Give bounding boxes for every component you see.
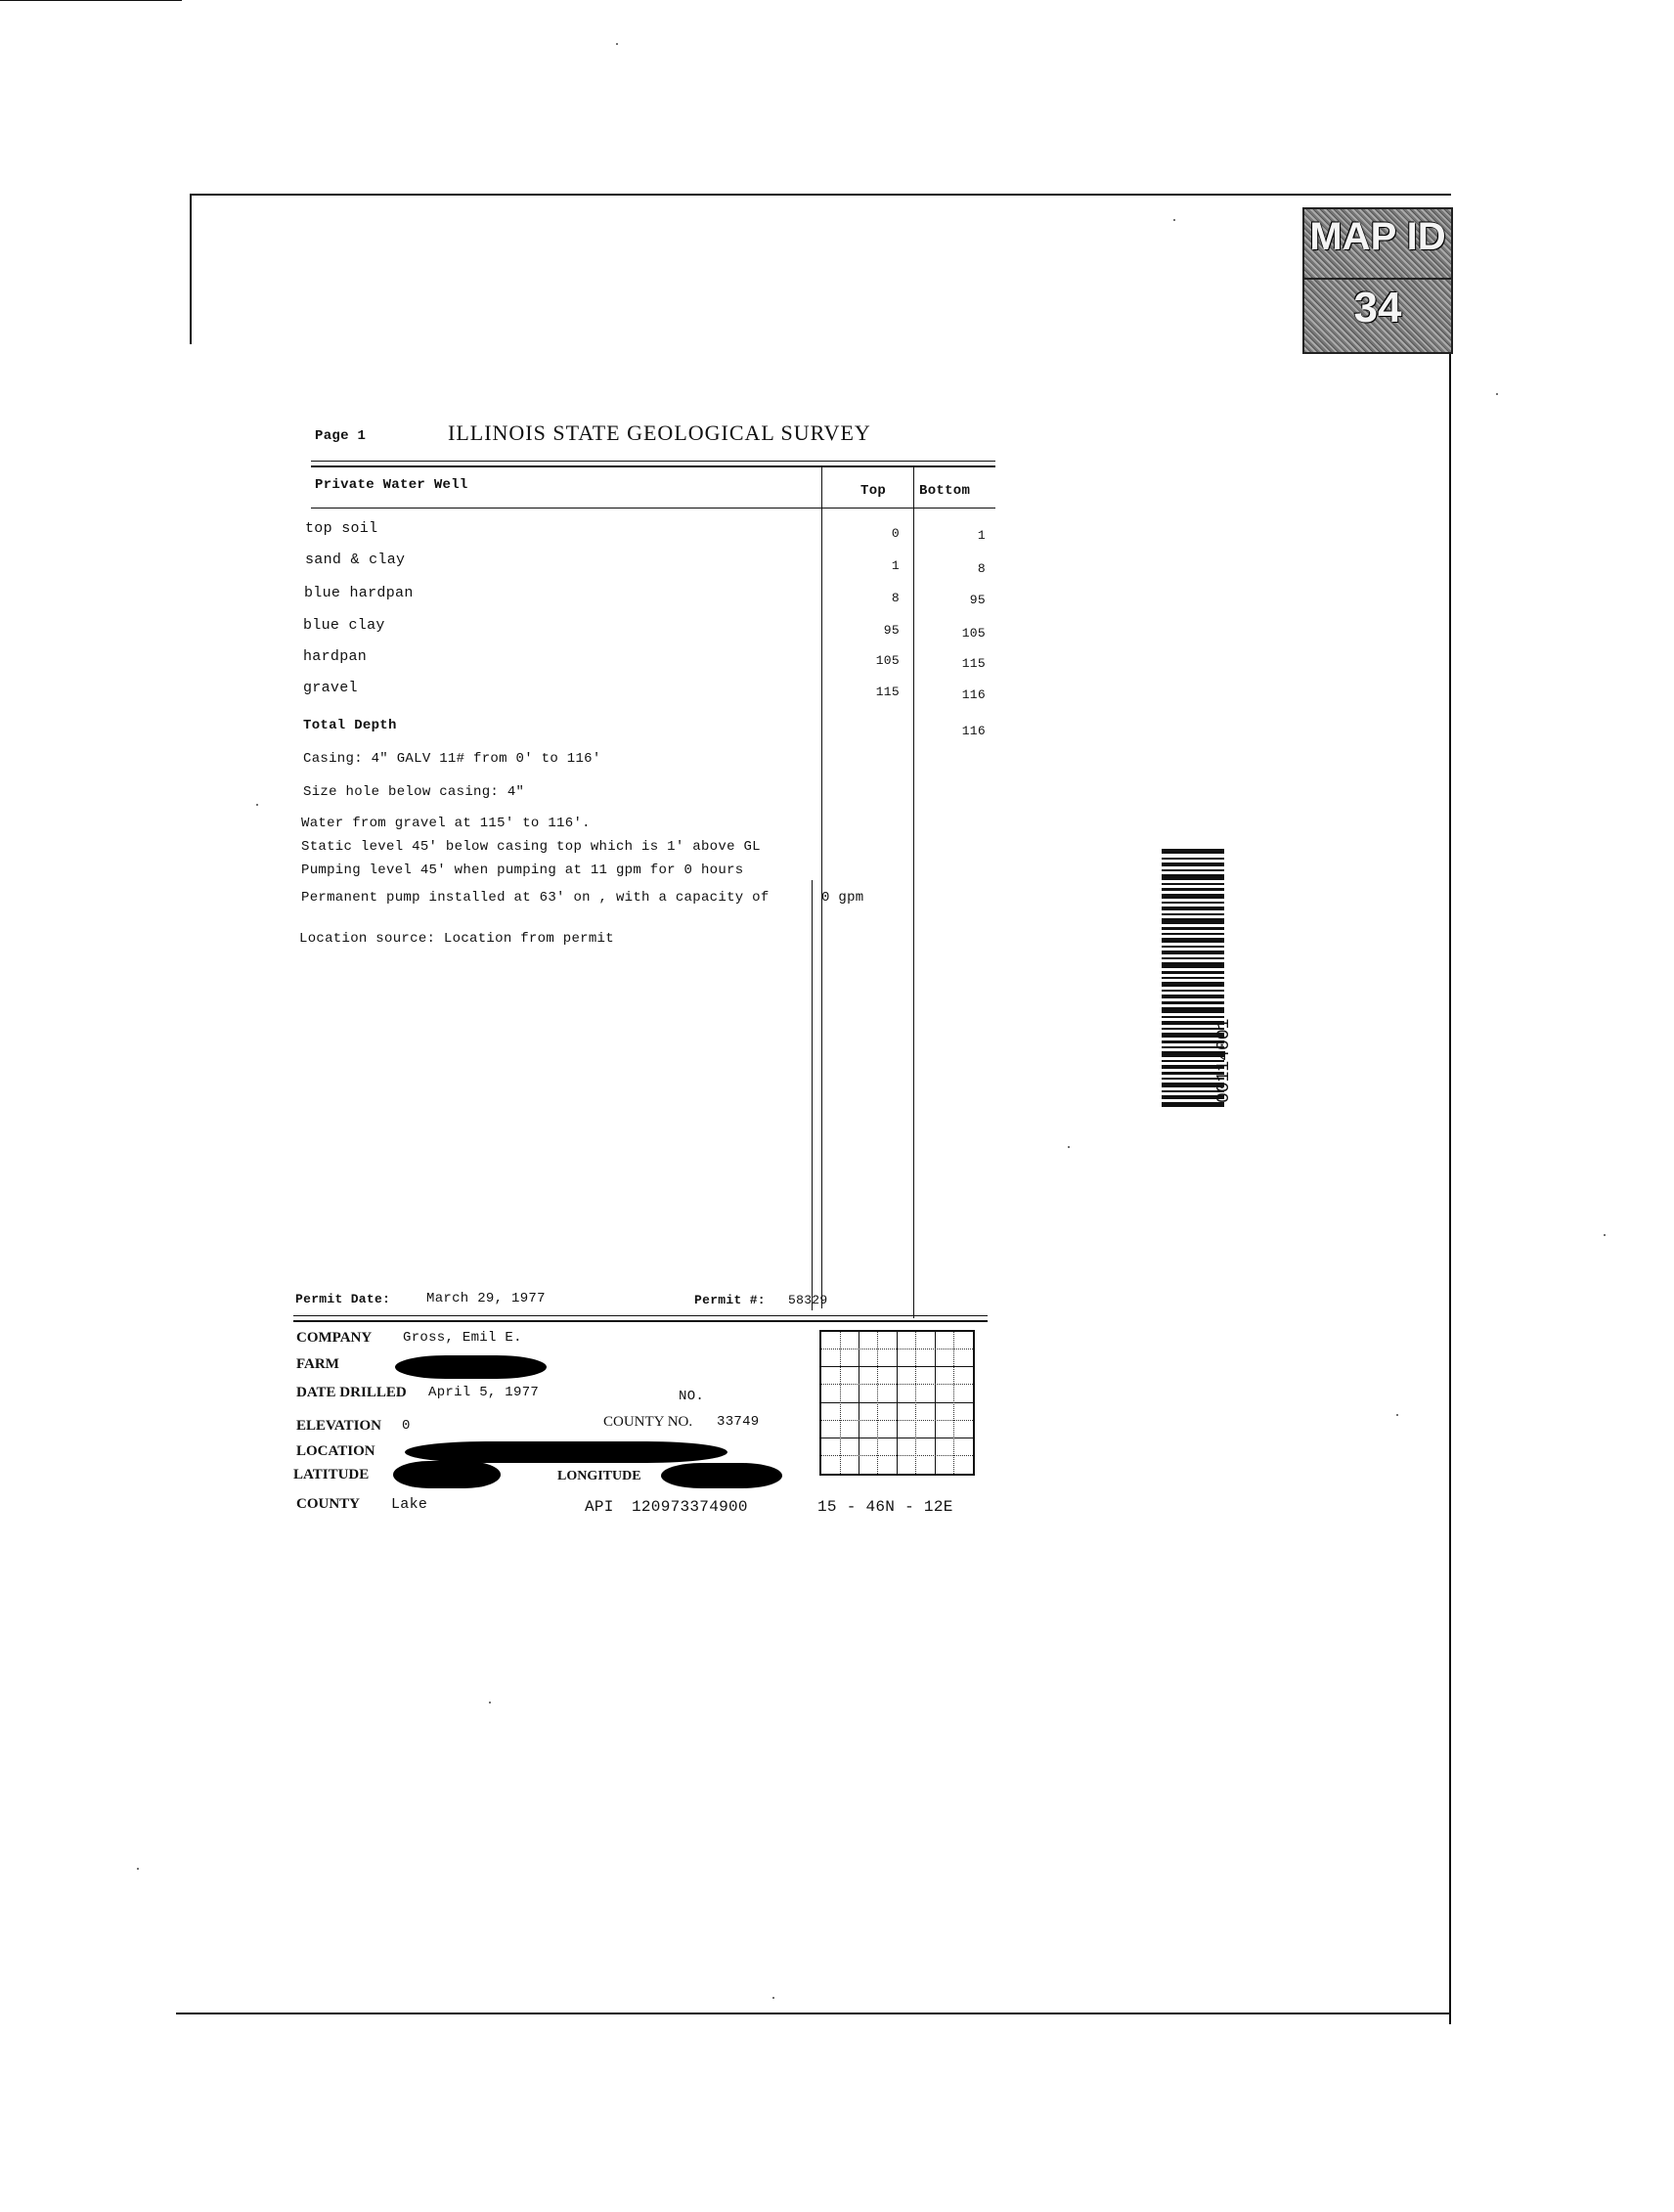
api-label: API	[585, 1498, 614, 1516]
size-hole-note: Size hole below casing: 4"	[303, 784, 525, 800]
scan-speck	[772, 1997, 774, 1999]
stratum-top: 95	[883, 623, 900, 638]
scan-speck	[137, 1868, 139, 1870]
county-value: Lake	[391, 1496, 428, 1513]
permit-number-label: Permit #:	[694, 1293, 766, 1307]
stratum-label: top soil	[305, 520, 378, 537]
stratum-top: 1	[891, 558, 900, 573]
map-id-stamp	[1302, 207, 1453, 354]
scan-speck	[1068, 1146, 1070, 1148]
company-value: Gross, Emil E.	[403, 1330, 522, 1346]
header-rule-2	[311, 465, 995, 467]
column-divider-1-lower	[812, 880, 813, 1310]
frame-left-line	[190, 194, 192, 344]
permit-number-value: 58329	[788, 1293, 828, 1307]
header-rule-1	[311, 461, 995, 462]
scan-speck	[1173, 219, 1175, 221]
county-no-label: COUNTY NO.	[603, 1414, 693, 1430]
number-label: NO.	[679, 1389, 705, 1404]
scan-speck	[1396, 1414, 1398, 1416]
redaction-mark	[405, 1441, 727, 1463]
pump-capacity: 0 gpm	[821, 890, 864, 906]
frame-top-line	[190, 194, 1451, 196]
stratum-label: hardpan	[303, 648, 368, 665]
township-range: 15 - 46N - 12E	[817, 1498, 953, 1516]
redaction-mark	[661, 1463, 782, 1488]
page-label: Page 1	[315, 428, 367, 444]
stratum-label: gravel	[303, 680, 358, 696]
permit-rule-2	[293, 1320, 988, 1322]
page-title: ILLINOIS STATE GEOLOGICAL SURVEY	[448, 420, 871, 445]
stratum-top: 0	[891, 526, 900, 541]
map-id-number: 34	[1353, 284, 1402, 332]
scan-speck	[1604, 1234, 1606, 1236]
company-label: COMPANY	[296, 1330, 373, 1346]
county-no-value: 33749	[717, 1414, 760, 1430]
stratum-bottom: 95	[969, 593, 986, 607]
elevation-label: ELEVATION	[296, 1418, 381, 1434]
column-divider-2	[913, 467, 914, 1318]
scan-speck	[489, 1702, 491, 1703]
scan-speck	[616, 43, 618, 45]
permit-date-label: Permit Date:	[295, 1292, 391, 1306]
date-drilled-label: DATE DRILLED	[296, 1385, 407, 1400]
section-grid	[819, 1330, 975, 1476]
permit-rule-1	[293, 1315, 988, 1316]
latitude-label: LATITUDE	[293, 1467, 370, 1482]
frame-right-line	[1449, 347, 1451, 2024]
stratum-label: blue hardpan	[304, 585, 414, 601]
pumping-level-note: Pumping level 45' when pumping at 11 gpm for 0 hours	[301, 863, 744, 878]
redaction-mark	[393, 1461, 501, 1488]
permit-date-value: March 29, 1977	[426, 1291, 546, 1306]
barcode-number: 00114001	[1214, 1018, 1234, 1103]
redaction-mark	[395, 1355, 547, 1379]
column-header-bottom: Bottom	[919, 483, 971, 499]
stratum-top: 115	[875, 685, 900, 699]
stratum-bottom: 115	[961, 656, 986, 671]
stratum-bottom: 1	[977, 528, 986, 543]
permanent-pump-note: Permanent pump installed at 63' on , with a capacity of	[301, 890, 770, 906]
column-divider-1	[821, 467, 822, 1308]
column-header-top: Top	[860, 483, 887, 499]
map-id-label: MAP ID	[1309, 215, 1446, 258]
static-level-note: Static level 45' below casing top which is 1' above GL	[301, 839, 761, 855]
stratum-bottom: 105	[961, 626, 986, 641]
casing-note: Casing: 4" GALV 11# from 0' to 116'	[303, 751, 601, 767]
corner-mark	[0, 0, 182, 1]
location-label: LOCATION	[296, 1443, 375, 1459]
scan-speck	[1496, 393, 1498, 395]
api-value: 120973374900	[632, 1498, 748, 1516]
water-from-note: Water from gravel at 115' to 116'.	[301, 816, 591, 831]
date-drilled-value: April 5, 1977	[428, 1385, 540, 1400]
scan-speck	[256, 804, 258, 806]
stratum-label: sand & clay	[305, 552, 406, 568]
frame-bottom-line	[176, 2013, 1451, 2014]
stratum-label: blue clay	[303, 617, 385, 634]
total-depth-label: Total Depth	[303, 718, 397, 733]
column-header-rule	[311, 508, 995, 509]
stratum-top: 8	[891, 591, 900, 605]
map-id-divider	[1304, 278, 1451, 280]
elevation-value: 0	[402, 1418, 411, 1434]
farm-label: FARM	[296, 1356, 339, 1372]
stratum-top: 105	[875, 653, 900, 668]
total-depth-value: 116	[961, 724, 986, 738]
longitude-label: LONGITUDE	[557, 1469, 641, 1483]
location-source-note: Location source: Location from permit	[299, 931, 614, 947]
stratum-bottom: 8	[977, 561, 986, 576]
stratum-bottom: 116	[961, 687, 986, 702]
county-label: COUNTY	[296, 1496, 361, 1512]
section-label: Private Water Well	[315, 477, 468, 493]
